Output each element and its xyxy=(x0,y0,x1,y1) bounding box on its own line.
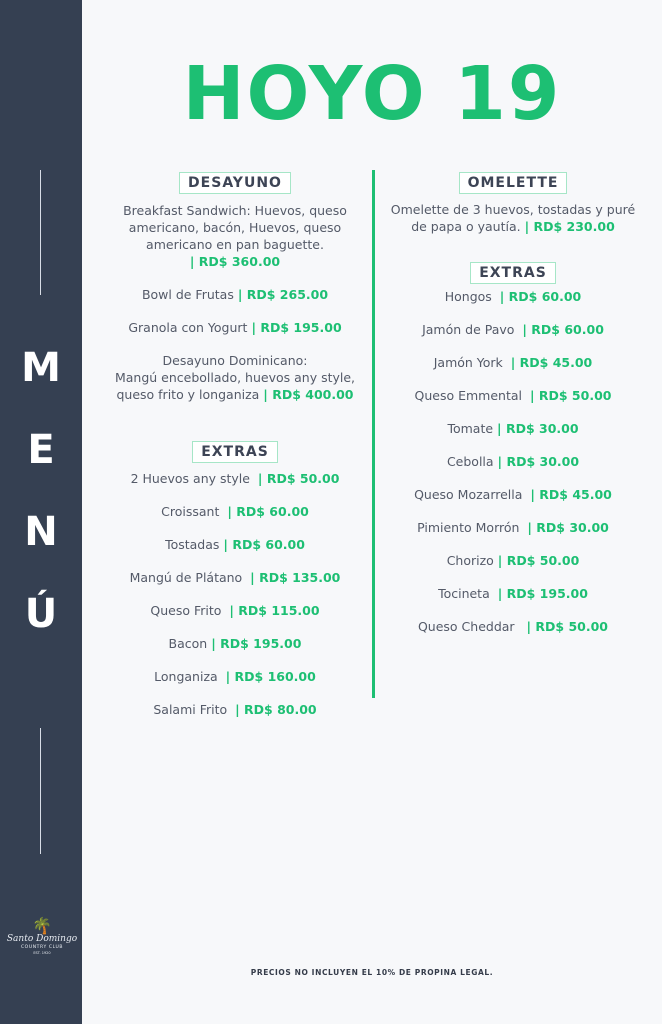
extra-item: Tomate | RD$ 30.00 xyxy=(447,421,579,436)
sidebar-divider-bottom xyxy=(40,728,41,854)
item-price: | RD$ 60.00 xyxy=(522,322,604,337)
sidebar xyxy=(0,0,82,1024)
extra-item: Salami Frito | RD$ 80.00 xyxy=(153,702,317,717)
section-desayuno-label: DESAYUNO xyxy=(179,172,291,194)
extra-item: Jamón York | RD$ 45.00 xyxy=(433,355,593,370)
item-price: | RD$ 50.00 xyxy=(257,471,340,486)
extra-item: Bacon | RD$ 195.00 xyxy=(168,636,302,651)
item-price: | RD$ 230.00 xyxy=(524,219,615,234)
right-column xyxy=(386,172,640,635)
extra-item: Croissant | RD$ 60.00 xyxy=(161,504,309,519)
menu-item: Breakfast Sandwich: Huevos, queso americano, bacón, Huevos, queso americano en pan baguette. | RD$ 360.00 xyxy=(123,203,347,269)
item-price: | RD$ 80.00 xyxy=(235,702,317,717)
item-price: | RD$ 195.00 xyxy=(211,636,302,651)
item-price: | RD$ 30.00 xyxy=(497,421,579,436)
menu-letter: N xyxy=(24,509,58,555)
menu-item: Desayuno Dominicano: Mangú encebollado, huevos any style, queso frito y longaniza | RD$ 400.00 xyxy=(114,353,356,402)
item-price: | RD$ 195.00 xyxy=(251,320,342,335)
club-logo xyxy=(6,918,78,956)
palm-tree-icon: 🌴 xyxy=(32,916,52,935)
item-price: | RD$ 30.00 xyxy=(497,454,580,469)
item-price: | RD$ 60.00 xyxy=(227,504,309,519)
item-price: | RD$ 135.00 xyxy=(250,570,341,585)
menu-item: Omelette de 3 huevos, tostadas y puré de papa o yautía. | RD$ 230.00 xyxy=(390,202,636,234)
logo-est: EST. 1920 xyxy=(33,951,51,955)
menu-item: Bowl de Frutas | RD$ 265.00 xyxy=(141,287,329,302)
item-price: | RD$ 30.00 xyxy=(527,520,609,535)
extra-item: Cebolla | RD$ 30.00 xyxy=(446,454,580,469)
footer-note: PRECIOS NO INCLUYEN EL 10% DE PROPINA LEGAL. xyxy=(250,968,494,977)
item-price: | RD$ 50.00 xyxy=(529,388,612,403)
extra-item: Tocineta | RD$ 195.00 xyxy=(438,586,588,601)
left-column xyxy=(100,172,370,718)
item-price: | RD$ 50.00 xyxy=(526,619,609,634)
extra-item: Tostadas | RD$ 60.00 xyxy=(165,537,305,552)
extra-item: Queso Emmental | RD$ 50.00 xyxy=(414,388,612,403)
item-price: | RD$ 400.00 xyxy=(263,387,354,402)
page-title: HOYO 19 xyxy=(182,51,562,137)
item-price: | RD$ 60.00 xyxy=(499,289,582,304)
menu-letter: M xyxy=(21,345,61,391)
item-price: | RD$ 160.00 xyxy=(225,669,316,684)
item-price: | RD$ 265.00 xyxy=(237,287,329,302)
item-price: | RD$ 60.00 xyxy=(223,537,305,552)
item-price: | RD$ 360.00 xyxy=(189,254,281,269)
extra-item: Chorizo | RD$ 50.00 xyxy=(446,553,580,568)
section-extras-label: EXTRAS xyxy=(470,262,556,284)
item-price: | RD$ 45.00 xyxy=(530,487,612,502)
item-price: | RD$ 50.00 xyxy=(497,553,580,568)
section-omelette-label: OMELETTE xyxy=(459,172,568,194)
extra-item: Queso Mozarrella | RD$ 45.00 xyxy=(414,487,612,502)
section-extras-label: EXTRAS xyxy=(192,441,278,463)
extra-item: 2 Huevos any style | RD$ 50.00 xyxy=(130,471,340,486)
extra-item: Longaniza | RD$ 160.00 xyxy=(154,669,316,684)
menu-letter: E xyxy=(27,427,55,473)
extra-item: Queso Cheddar | RD$ 50.00 xyxy=(417,619,609,634)
logo-script: Santo Domingo xyxy=(6,934,78,944)
menu-vertical-title xyxy=(0,345,82,676)
extra-item: Mangú de Plátano | RD$ 135.00 xyxy=(129,570,341,585)
menu-item: Granola con Yogurt | RD$ 195.00 xyxy=(128,320,342,335)
item-price: | RD$ 45.00 xyxy=(510,355,593,370)
item-price: | RD$ 195.00 xyxy=(497,586,588,601)
extra-item: Jamón de Pavo | RD$ 60.00 xyxy=(422,322,604,337)
column-divider xyxy=(372,170,375,698)
extra-item: Queso Frito | RD$ 115.00 xyxy=(150,603,320,618)
menu-letter: Ú xyxy=(24,591,58,637)
extra-item: Hongos | RD$ 60.00 xyxy=(444,289,582,304)
logo-subtitle: COUNTRY CLUB xyxy=(20,945,64,950)
extra-item: Pimiento Morrón | RD$ 30.00 xyxy=(417,520,609,535)
sidebar-divider-top xyxy=(40,170,41,295)
item-price: | RD$ 115.00 xyxy=(229,603,320,618)
